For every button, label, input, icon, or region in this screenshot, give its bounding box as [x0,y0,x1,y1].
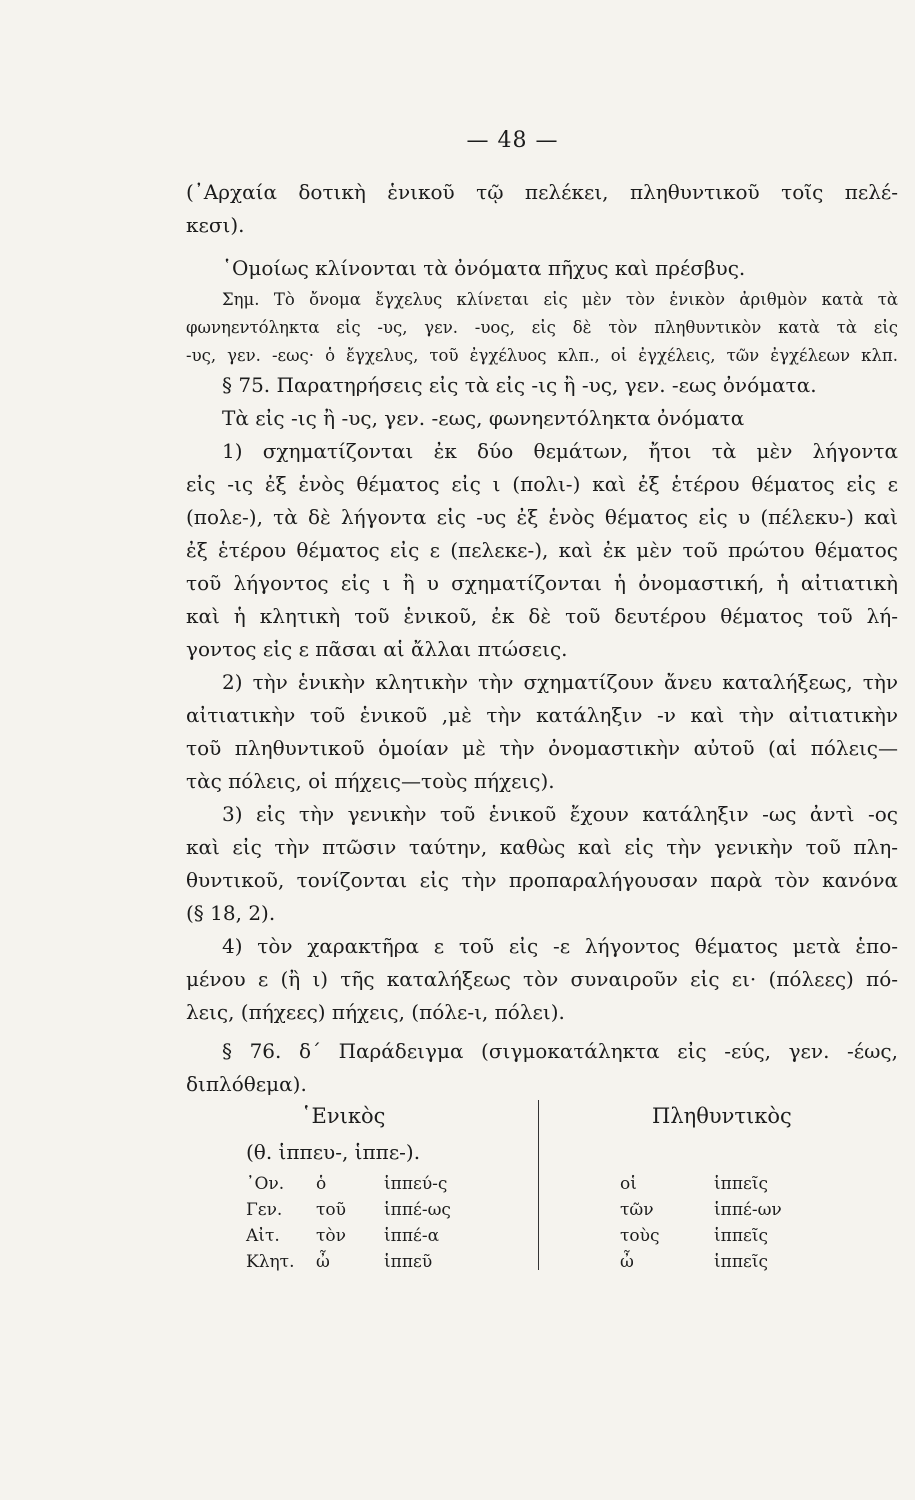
article-singular: τοῦ [316,1200,346,1220]
form-plural: ἱππέ-ων [714,1200,782,1220]
text-line: διπλόθεμα). [186,1072,307,1096]
text-line: θυντικοῦ, τονίζονται εἰς τὴν προπαραλήγουσαν παρὰ τὸν κανόνα [186,868,898,892]
text-line: ῾Ομοίως κλίνονται τὰ ὀνόματα πῆχυς καὶ πρέσβυς. [222,256,746,280]
text-line: 1) σχηματίζονται ἐκ δύο θεμάτων, ἤτοι τὰ μὲν λήγοντα [222,439,898,463]
text-line: κεσι). [186,213,245,237]
text-line: τοῦ λήγοντος εἰς ι ἢ υ σχηματίζονται ἡ ὀνομαστική, ἡ αἰτιατικὴ [186,571,898,595]
section-similarly [186,252,898,285]
article-singular: τὸν [316,1226,346,1246]
section-ancient-dative [186,176,898,242]
note-line: Σημ. Τὸ ὄνομα ἔγχελυς κλίνεται εἰς μὲν τὸν ἑνικὸν ἀριθμὸν κατὰ τὰ [222,290,898,309]
article-singular: ὦ [316,1252,330,1272]
plural-header: Πληθυντικὸς [652,1104,792,1128]
note-block [186,286,898,370]
case-label: ᾿Ον. [246,1174,285,1194]
case-label: Γεν. [246,1200,283,1220]
text-line: 2) τὴν ἑνικὴν κλητικὴν τὴν σχηματίζουν ἄνευ καταλήξεως, τὴν [222,670,898,694]
text-line: καὶ εἰς τὴν πτῶσιν ταύτην, καθὼς καὶ εἰς τὴν γενικὴν τοῦ πλη- [186,835,898,859]
stem-line: (θ. ἱππευ-, ἱππε-). [246,1140,421,1164]
form-singular: ἱππεύ-ς [384,1174,448,1194]
form-singular: ἱππέ-ως [384,1200,451,1220]
note-line: φωνηεντόληκτα εἰς -υς, γεν. -υος, εἰς δὲ τὸν πληθυντικὸν κατὰ τὰ εἰς [186,318,898,337]
article-singular: ὁ [316,1174,327,1194]
text-line: ἐξ ἑτέρου θέματος εἰς ε (πελεκε-), καὶ ἐκ μὲν τοῦ πρώτου θέματος [186,538,898,562]
table-row [186,1174,898,1202]
text-line: 4) τὸν χαρακτῆρα ε τοῦ εἰς -ε λήγοντος θέματος μετὰ ἑπο- [222,934,898,958]
article-plural: ὦ [620,1252,634,1272]
text-line: εἰς -ις ἐξ ἑνὸς θέματος εἰς ι (πολι-) καὶ ἐξ ἑτέρου θέματος εἰς ε [186,472,898,496]
form-plural: ἱππεῖς [714,1252,769,1272]
case-label: Κλητ. [246,1252,295,1272]
paradigm-table [186,1100,898,1280]
form-plural: ἱππεῖς [714,1174,769,1194]
section-76 [186,1035,898,1101]
section-heading: § 76. δ΄ Παράδειγμα (σιγμοκατάληκτα εἰς -εύς, γεν. -έως, [222,1039,898,1063]
text-line: μένου ε (ἢ ι) τῆς καταλήξεως τὸν συναιροῦν εἰς ει· (πόλεες) πό- [186,967,898,991]
table-row [186,1200,898,1228]
note-line: -υς, γεν. -εως· ὁ ἔγχελυς, τοῦ ἐγχέλυος κλπ., οἱ ἐγχέλεις, τῶν ἐγχέλεων κλπ. [186,346,898,365]
singular-header: ῾Ενικὸς [301,1104,386,1128]
form-plural: ἱππεῖς [714,1226,769,1246]
article-plural: τῶν [620,1200,654,1220]
case-label: Αἰτ. [246,1226,280,1246]
text-line: (πολε-), τὰ δὲ λήγοντα εἰς -υς ἐξ ἑνὸς θέματος εἰς υ (πέλεκυ-) καὶ [186,505,898,529]
text-line: τὰς πόλεις, οἱ πήχεις—τοὺς πήχεις). [186,769,555,793]
form-singular: ἱππεῦ [384,1252,433,1272]
text-line: Τὰ εἰς -ις ἢ -υς, γεν. -εως, φωνηεντόληκτα ὀνόματα [222,406,745,430]
section-heading: § 75. Παρατηρήσεις εἰς τὰ εἰς -ις ἢ -υς, γεν. -εως ὀνόματα. [222,373,817,397]
section-75 [186,369,898,1029]
text-line: τοῦ πληθυντικοῦ ὁμοίαν μὲ τὴν ὀνομαστικὴν αὐτοῦ (αἱ πόλεις— [186,736,898,760]
text-line: αἰτιατικὴν τοῦ ἑνικοῦ ,μὲ τὴν κατάληξιν -ν καὶ τὴν αἰτιατικὴν [186,703,898,727]
text-line: γοντος εἰς ε πᾶσαι αἱ ἄλλαι πτώσεις. [186,637,568,661]
form-singular: ἱππέ-α [384,1226,440,1246]
text-line: καὶ ἡ κλητικὴ τοῦ ἑνικοῦ, ἐκ δὲ τοῦ δευτέρου θέματος τοῦ λή- [186,604,898,628]
text-line: λεις, (πήχεες) πήχεις, (πόλε-ι, πόλει). [186,1000,565,1024]
table-row [186,1226,898,1254]
article-plural: τοὺς [620,1226,660,1246]
text-line: (᾿Αρχαία δοτικὴ ἑνικοῦ τῷ πελέκει, πληθυντικοῦ τοῖς πελέ- [186,180,898,204]
page-number: — 48 — [466,128,559,153]
table-row [186,1252,898,1280]
text-line: (§ 18, 2). [186,901,276,925]
article-plural: οἱ [620,1174,637,1194]
text-line: 3) εἰς τὴν γενικὴν τοῦ ἑνικοῦ ἔχουν κατάληξιν -ως ἀντὶ -ος [222,802,898,826]
